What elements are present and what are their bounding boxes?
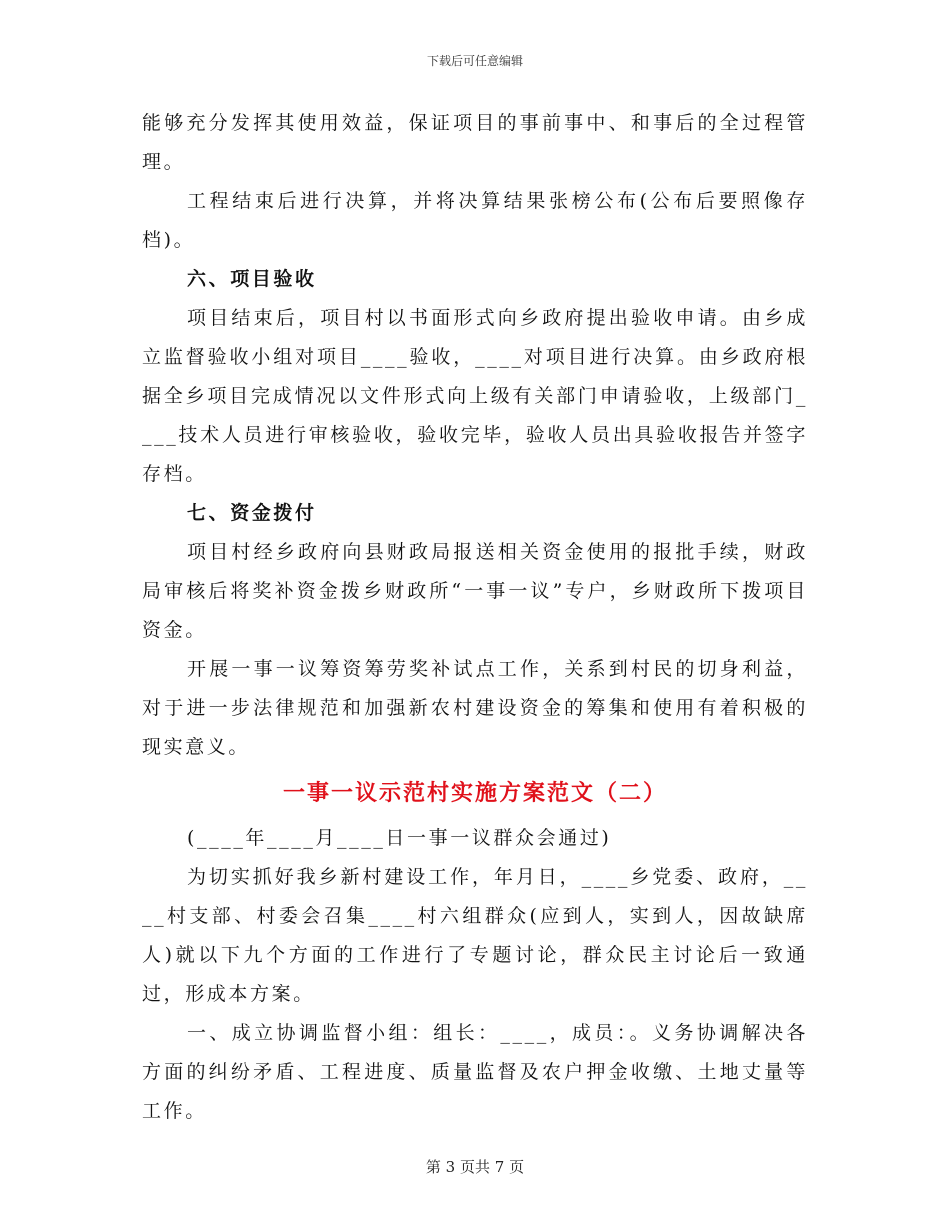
paragraph-introduction: 为切实抓好我乡新村建设工作，年月日，____乡党委、政府，____村支部、村委会召集____村六组群众(应到人，实到人，因故缺席人)就以下九个方面的工作进行了专题讨论，群众民主讨论后一致通过，形成本方案。 <box>142 866 808 1005</box>
paragraph-item-one: 一、成立协调监督小组：组长：____，成员：。义务协调解决各方面的纠纷矛盾、工程进度、质量监督及农户押金收缴、土地丈量等工作。 <box>142 1022 808 1122</box>
paragraph-continued: 能够充分发挥其使用效益，保证项目的事前事中、和事后的全过程管理。 <box>142 112 808 173</box>
paragraph-adoption-date: (____年____月____日一事一议群众会通过) <box>187 827 612 849</box>
page-header: 下载后可任意编辑 <box>426 54 523 68</box>
paragraph-acceptance: 项目结束后，项目村以书面形式向乡政府提出验收申请。由乡成立监督验收小组对项目____验收，____对项目进行决算。由乡政府根据全乡项目完成情况以文件形式向上级有关部门申请验收，上级部门____技术人员进行审核验收，验收完毕，验收人员出具验收报告并签字存档。 <box>142 307 808 485</box>
paragraph-settlement: 工程结束后进行决算，并将决算结果张榜公布(公布后要照像存档)。 <box>142 190 808 251</box>
page-number: 第 3 页共 7 页 <box>425 1158 525 1176</box>
document-title: 一事一议示范村实施方案范文（二） <box>282 781 667 806</box>
paragraph-funding: 项目村经乡政府向县财政局报送相关资金使用的报批手续，财政局审核后将奖补资金拨乡财政所“一事一议”专户，乡财政所下拨项目资金。 <box>142 541 808 641</box>
document-body <box>142 104 808 1131</box>
section-heading-funding: 七、资金拨付 <box>187 502 317 524</box>
paragraph-significance: 开展一事一议筹资筹劳奖补试点工作，关系到村民的切身利益，对于进一步法律规范和加强新农村建设资金的筹集和使用有着积极的现实意义。 <box>142 658 808 758</box>
section-heading-acceptance: 六、项目验收 <box>187 268 317 290</box>
